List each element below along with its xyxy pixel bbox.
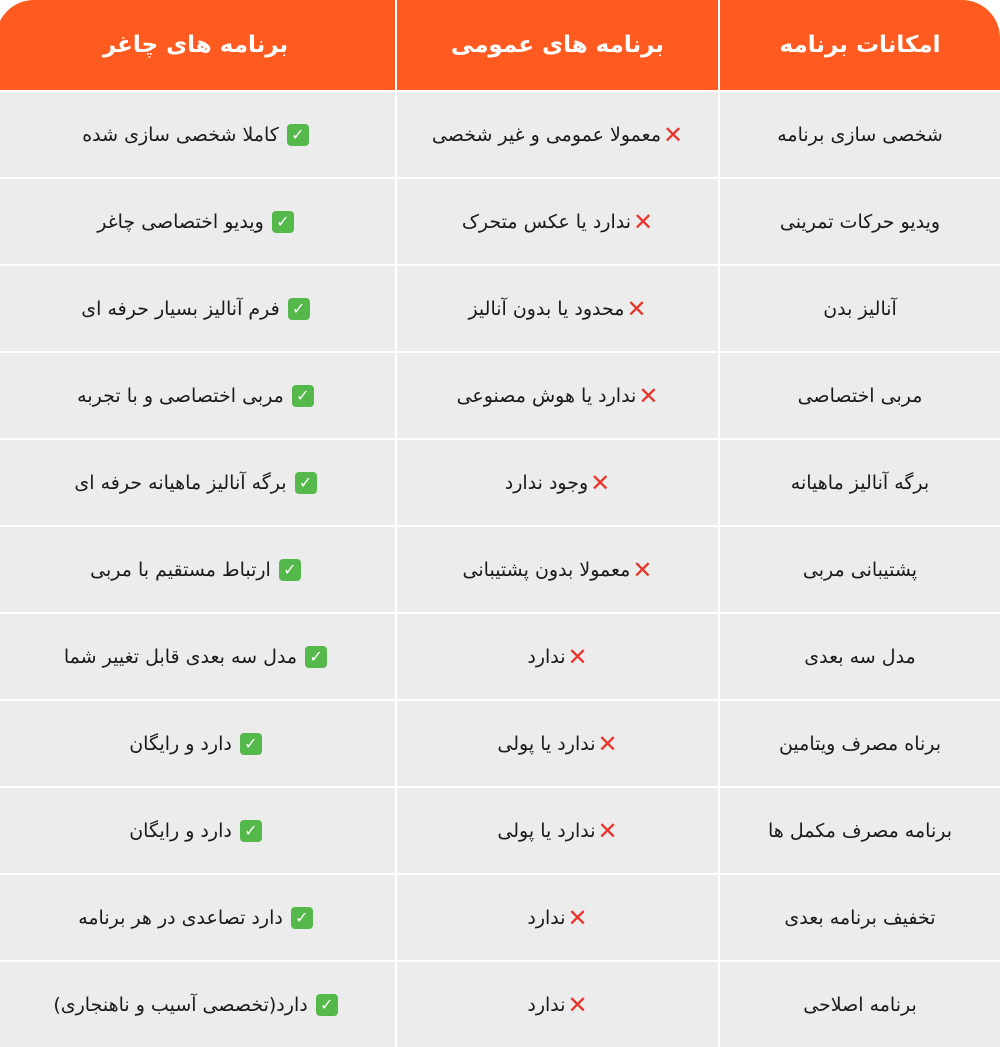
feature-label: برنامه مصرف مکمل ها	[767, 819, 953, 842]
feature-label: مدل سه بعدی	[804, 645, 916, 668]
feature-label: آنالیز بدن	[823, 297, 897, 320]
check-icon: ✓	[240, 733, 262, 755]
chaghar-cell	[0, 614, 395, 699]
cross-icon: ✕	[633, 207, 654, 236]
chaghar-cell	[0, 440, 395, 525]
check-icon: ✓	[295, 472, 317, 494]
check-icon: ✓	[291, 907, 313, 929]
general-cell	[397, 527, 718, 612]
general-text: ندارد یا پولی	[497, 732, 596, 755]
feature-cell	[720, 875, 1000, 960]
general-text: ندارد	[527, 993, 566, 1016]
feature-cell	[720, 266, 1000, 351]
cross-icon: ✕	[597, 729, 618, 758]
chaghar-text: دارد و رایگان	[129, 819, 232, 842]
general-text: ندارد یا پولی	[497, 819, 596, 842]
chaghar-text: دارد(تخصصی آسیب و ناهنجاری)	[53, 993, 308, 1016]
chaghar-cell	[0, 701, 395, 786]
feature-label: تخفیف برنامه بعدی	[784, 906, 936, 929]
feature-cell	[720, 962, 1000, 1047]
header-general: برنامه های عمومی	[397, 0, 718, 90]
chaghar-cell	[0, 527, 395, 612]
general-text: معمولا بدون پشتیبانی	[462, 558, 631, 581]
chaghar-text: ارتباط مستقیم با مربی	[90, 558, 271, 581]
general-cell	[397, 614, 718, 699]
chaghar-cell	[0, 179, 395, 264]
chaghar-text: کاملا شخصی سازی شده	[82, 123, 279, 146]
cross-icon: ✕	[590, 468, 611, 497]
chaghar-cell	[0, 353, 395, 438]
feature-cell	[720, 92, 1000, 177]
general-text: محدود یا بدون آنالیز	[468, 297, 625, 320]
feature-label: مربی اختصاصی	[797, 384, 923, 407]
cross-icon: ✕	[567, 990, 588, 1019]
feature-label: برنامه اصلاحی	[803, 993, 917, 1016]
feature-cell	[720, 179, 1000, 264]
chaghar-text: فرم آنالیز بسیار حرفه ای	[81, 297, 280, 320]
general-cell	[397, 701, 718, 786]
general-cell	[397, 788, 718, 873]
feature-cell	[720, 701, 1000, 786]
cross-icon: ✕	[597, 816, 618, 845]
check-icon: ✓	[316, 994, 338, 1016]
feature-label: پشتیبانی مربی	[802, 558, 918, 581]
feature-label: ویدیو حرکات تمرینی	[779, 210, 941, 233]
chaghar-text: دارد تصاعدی در هر برنامه	[78, 906, 283, 929]
general-cell	[397, 440, 718, 525]
check-icon: ✓	[240, 820, 262, 842]
chaghar-text: دارد و رایگان	[129, 732, 232, 755]
feature-cell	[720, 527, 1000, 612]
feature-label: شخصی سازی برنامه	[777, 123, 943, 146]
chaghar-text: مدل سه بعدی قابل تغییر شما	[63, 645, 298, 668]
chaghar-text: برگه آنالیز ماهیانه حرفه ای	[74, 471, 287, 494]
feature-cell	[720, 353, 1000, 438]
general-cell	[397, 92, 718, 177]
header-features: امکانات برنامه	[720, 0, 1000, 90]
cross-icon: ✕	[567, 642, 588, 671]
check-icon: ✓	[288, 298, 310, 320]
feature-label: برگه آنالیز ماهیانه	[790, 471, 930, 494]
check-icon: ✓	[279, 559, 301, 581]
chaghar-text: مربی اختصاصی و با تجربه	[77, 384, 284, 407]
general-cell	[397, 266, 718, 351]
chaghar-cell	[0, 92, 395, 177]
general-text: وجود ندارد	[504, 471, 589, 494]
header-chaghar: برنامه های چاغر	[0, 0, 395, 90]
general-cell	[397, 962, 718, 1047]
cross-icon: ✕	[632, 555, 653, 584]
chaghar-text: ویدیو اختصاصی چاغر	[97, 210, 264, 233]
general-text: معمولا عمومی و غیر شخصی	[431, 123, 662, 146]
feature-cell	[720, 440, 1000, 525]
feature-cell	[720, 614, 1000, 699]
chaghar-cell	[0, 962, 395, 1047]
chaghar-cell	[0, 788, 395, 873]
general-text: ندارد یا هوش مصنوعی	[456, 384, 637, 407]
feature-label: برناه مصرف ویتامین	[778, 732, 942, 755]
cross-icon: ✕	[663, 120, 684, 149]
general-cell	[397, 353, 718, 438]
cross-icon: ✕	[567, 903, 588, 932]
general-text: ندارد	[527, 906, 566, 929]
cross-icon: ✕	[638, 381, 659, 410]
general-cell	[397, 179, 718, 264]
cross-icon: ✕	[626, 294, 647, 323]
check-icon: ✓	[272, 211, 294, 233]
check-icon: ✓	[287, 124, 309, 146]
check-icon: ✓	[305, 646, 327, 668]
chaghar-cell	[0, 875, 395, 960]
feature-cell	[720, 788, 1000, 873]
general-cell	[397, 875, 718, 960]
general-text: ندارد	[527, 645, 566, 668]
general-text: ندارد یا عکس متحرک	[461, 210, 631, 233]
check-icon: ✓	[292, 385, 314, 407]
chaghar-cell	[0, 266, 395, 351]
